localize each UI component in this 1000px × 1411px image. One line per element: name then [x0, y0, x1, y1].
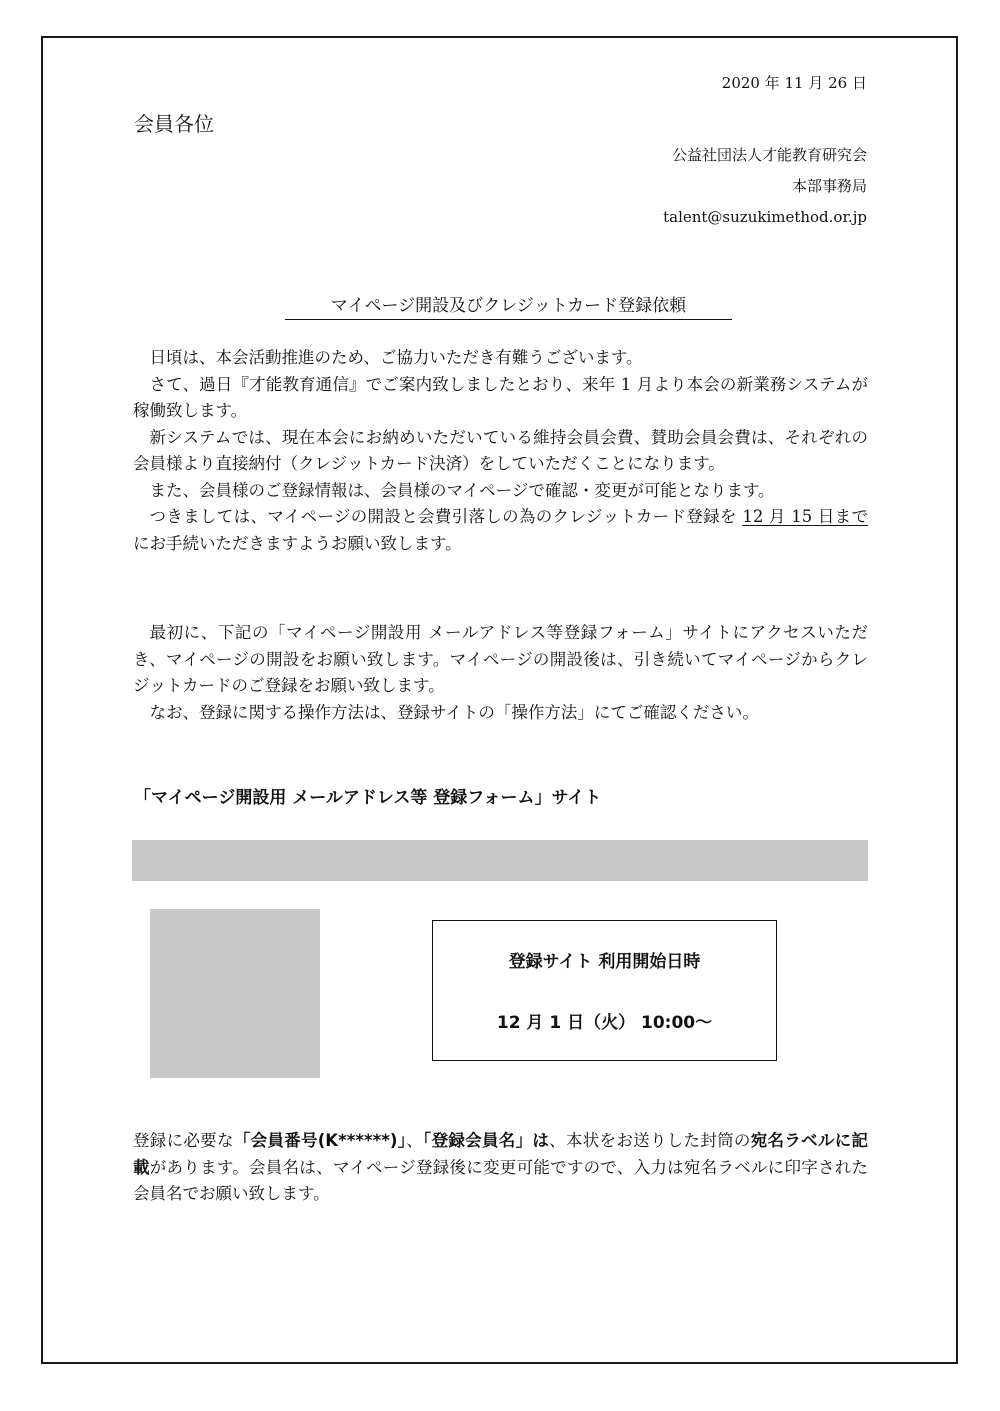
start-date-box — [432, 920, 777, 1061]
start-date-label: 登録サイト 利用開始日時 — [508, 952, 701, 972]
paragraph: さて、過日『才能教育通信』でご案内致しましたとおり、来年 1 月より本会の新業務システムが稼働致します。 — [133, 374, 868, 420]
sender-department: 本部事務局 — [791, 177, 867, 195]
addressee: 会員各位 — [134, 112, 214, 136]
sender-organization: 公益社団法人才能教育研究会 — [671, 146, 867, 164]
redacted-qr-code — [150, 909, 320, 1078]
note-text: 、 — [406, 1131, 424, 1150]
paragraph: また、会員様のご登録情報は、会員様のマイページで確認・変更が可能となります。 — [149, 480, 775, 500]
paragraph — [133, 1128, 868, 1208]
paragraph-text: にお手続いただきますようお願い致します。 — [133, 533, 462, 553]
body-section-2 — [133, 620, 868, 726]
note-text: があります。会員名は、マイページ登録後に変更可能ですので、入力は宛名ラベルに印字された会員名でお願い致します。 — [133, 1157, 868, 1203]
document-date: 2020 年 11 月 26 日 — [721, 74, 867, 92]
paragraph-text: つきましては、マイページの開設と会費引落しの為のクレジットカード登録を — [149, 507, 743, 526]
member-number-emphasis: 「会員番号(K******)」 — [233, 1131, 407, 1150]
site-heading: 「マイページ開設用 メールアドレス等 登録フォーム」サイト — [134, 788, 602, 808]
sender-block — [663, 140, 867, 233]
paragraph: なお、登録に関する操作方法は、登録サイトの「操作方法」にてご確認ください。 — [149, 702, 759, 722]
paragraph — [133, 504, 868, 557]
label-emphasis: 宛名ラベルに記載 — [133, 1131, 869, 1177]
paragraph: 最初に、下記の「マイページ開設用 メールアドレス等登録フォーム」サイトにアクセスいただき、マイページの開設をお願い致します。マイページの開設後は、引き続いてマイページからクレジットカードのご登録をお願い致します。 — [133, 623, 868, 695]
paragraph: 日頃は、本会活動推進のため、ご協力いただき有難うございます。 — [149, 348, 643, 367]
document-title: マイページ開設及びクレジットカード登録依頼 — [285, 291, 732, 320]
deadline-text: 12 月 15 日まで — [742, 507, 868, 526]
redacted-url-bar — [132, 840, 868, 881]
body-section-1 — [133, 345, 868, 557]
registration-note — [133, 1128, 868, 1208]
start-datetime: 12 月 1 日（火） 10:00～ — [496, 1013, 713, 1033]
member-name-emphasis: 「登録会員名」は — [423, 1131, 550, 1150]
sender-email: talent@suzukimethod.or.jp — [663, 208, 867, 226]
note-text: 、本状をお送りした封筒の — [549, 1131, 751, 1150]
paragraph: 新システムでは、現在本会にお納めいただいている維持会員会費、賛助会員会費は、それぞれの会員様より直接納付（クレジットカード決済）をしていただくことになります。 — [133, 427, 868, 473]
note-text: 登録に必要な — [133, 1131, 234, 1150]
